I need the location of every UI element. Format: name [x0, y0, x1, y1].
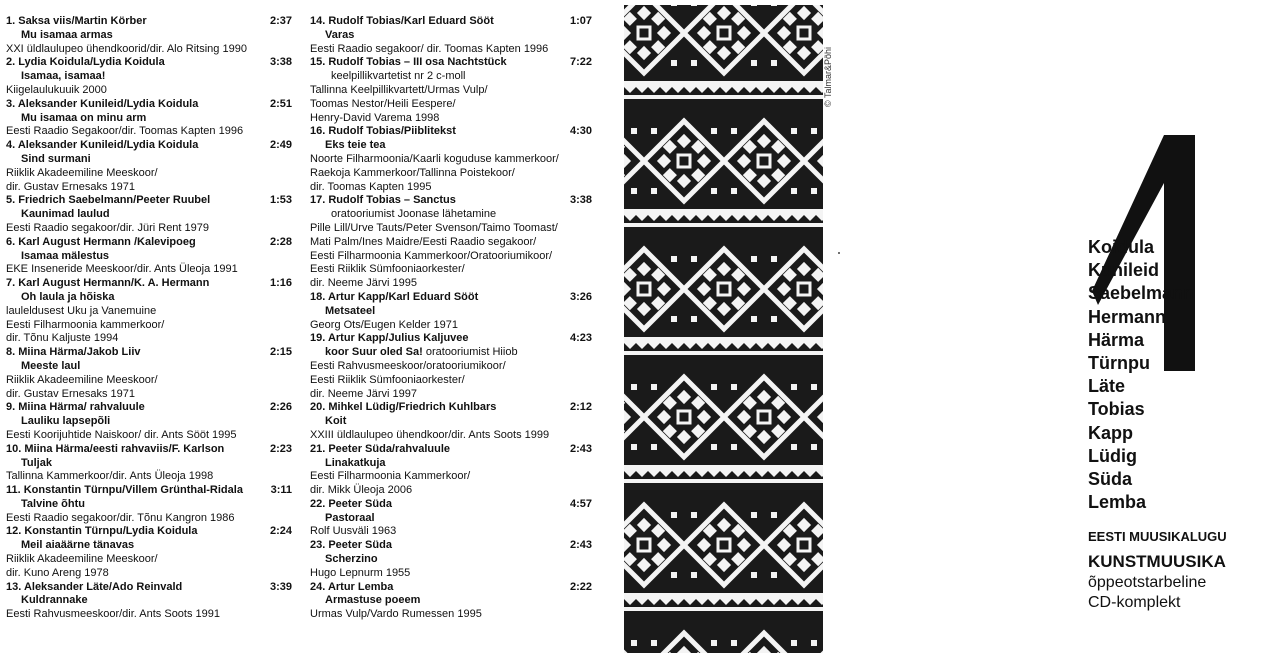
- track-subtitle-text: Talvine õhtu: [21, 497, 85, 510]
- track-title: 14. Rudolf Tobias/Karl Eduard Sööt: [310, 15, 494, 27]
- track-title: 20. Mihkel Lüdig/Friedrich Kuhlbars: [310, 401, 497, 414]
- photo-credit: [823, 40, 840, 120]
- performer-line: dir. Toomas Kapten 1995: [310, 180, 432, 193]
- track-entry: [6, 236, 292, 277]
- track-header: [310, 498, 592, 512]
- track-header: [6, 525, 292, 539]
- performer-line: dir. Mikk Üleoja 2006: [310, 484, 413, 497]
- performer-line: Eesti Rahvusmeeskoor/dir. Ants Soots 1991: [6, 608, 221, 621]
- composer-name: Türnpu: [1088, 353, 1150, 374]
- track-performers: [310, 84, 592, 125]
- track-entry: [310, 401, 592, 442]
- track-subtitle-text: Eks teie tea: [325, 139, 386, 152]
- track-duration: 3:26: [569, 290, 592, 303]
- track-performers: [310, 525, 592, 539]
- track-header: [6, 277, 292, 291]
- track-subtitle: [310, 415, 592, 429]
- tracklist-column-right: [310, 15, 592, 622]
- track-performers: [310, 360, 592, 401]
- performer-line: Eesti Riiklik Sümfooniaorkester/: [310, 263, 465, 276]
- track-entry: [310, 443, 592, 498]
- performer-line: dir. Neeme Järvi 1995: [310, 277, 417, 290]
- track-title: 16. Rudolf Tobias/Piiblitekst: [310, 125, 456, 138]
- track-title: 13. Aleksander Läte/Ado Reinvald: [6, 580, 183, 593]
- track-performers: [6, 84, 292, 98]
- performer-line: Eesti Rahvusmeeskoor/oratooriumikoor/: [310, 359, 506, 372]
- track-subtitle: [6, 250, 292, 264]
- track-entry: [6, 346, 292, 401]
- track-duration: 2:23: [269, 442, 292, 455]
- track-subtitle-text: Isamaa mälestus: [21, 249, 110, 262]
- performer-line: dir. Kuno Areng 1978: [6, 566, 109, 579]
- track-entry: [310, 125, 592, 194]
- track-performers: [6, 125, 292, 139]
- track-subtitle: [310, 70, 592, 84]
- track-title: 9. Miina Härma/ rahvaluule: [6, 401, 145, 414]
- track-performers: [310, 608, 592, 622]
- performer-line: Eesti Filharmoonia Kammerkoor/: [310, 470, 471, 483]
- performer-line: dir. Gustav Ernesaks 1971: [6, 387, 136, 400]
- composer-name: Läte: [1088, 376, 1126, 397]
- track-duration: 3:38: [569, 194, 592, 207]
- performer-line: Georg Ots/Eugen Kelder 1971: [310, 318, 458, 331]
- track-subtitle-text: Kaunimad laulud: [21, 208, 110, 221]
- track-entry: [310, 539, 592, 580]
- track-subtitle: [310, 139, 592, 153]
- track-subtitle-text: Meeste laul: [21, 359, 81, 372]
- track-header: [6, 15, 292, 29]
- series-line-cd-set: CD-komplekt: [1088, 594, 1181, 611]
- performer-line: Eesti Riiklik Sümfooniaorkester/: [310, 373, 465, 386]
- track-title: 5. Friedrich Saebelmann/Peeter Ruubel: [6, 194, 211, 207]
- track-duration: 4:57: [569, 497, 592, 510]
- track-title: 19. Artur Kapp/Julius Kaljuvee: [310, 332, 469, 345]
- track-performers: [6, 222, 292, 236]
- track-subtitle-text: Linakatkuja: [325, 456, 386, 469]
- track-performers: [310, 153, 592, 194]
- track-title: 7. Karl August Hermann/K. A. Hermann: [6, 277, 210, 290]
- track-subtitle: [6, 153, 292, 167]
- track-header: [6, 401, 292, 415]
- track-entry: [310, 332, 592, 401]
- track-header: [310, 401, 592, 415]
- track-duration: 2:37: [269, 15, 292, 27]
- performer-line: Urmas Vulp/Vardo Rumessen 1995: [310, 608, 482, 621]
- track-performers: [310, 43, 592, 57]
- track-title: 10. Miina Härma/eesti rahvaviis/F. Karlson: [6, 442, 225, 455]
- track-entry: [310, 291, 592, 332]
- track-performers: [6, 512, 292, 526]
- track-entry: [6, 581, 292, 622]
- track-header: [310, 56, 592, 70]
- track-title: 23. Peeter Süda: [310, 539, 392, 552]
- track-entry: [6, 443, 292, 484]
- track-header: [6, 139, 292, 153]
- track-header: [310, 291, 592, 305]
- track-subtitle-text: oratooriumist Joonase lähetamine: [331, 208, 497, 221]
- composer-name: Tobias: [1088, 399, 1145, 420]
- track-duration: 2:24: [269, 525, 292, 538]
- track-header: [6, 56, 292, 70]
- performer-line: Noorte Filharmoonia/Kaarli koguduse kammerkoor/: [310, 152, 559, 165]
- track-performers: [6, 470, 292, 484]
- track-entry: [6, 194, 292, 235]
- track-entry: [310, 581, 592, 622]
- track-title: 17. Rudolf Tobias – Sanctus: [310, 194, 456, 207]
- track-title: 8. Miina Härma/Jakob Liiv: [6, 346, 141, 359]
- performer-line: Eesti Raadio Segakoor/dir. Toomas Kapten 1996: [6, 125, 244, 138]
- track-subtitle: [6, 70, 292, 84]
- performer-line: Raekoja Kammerkoor/Tallinna Poistekoor/: [310, 166, 515, 179]
- performer-line: Eesti Filharmoonia Kammerkoor/Oratooriumikoor/: [310, 249, 553, 262]
- track-subtitle-text: Pastoraal: [325, 511, 375, 524]
- track-duration: 4:30: [569, 125, 592, 138]
- track-performers: [310, 429, 592, 443]
- track-subtitle: [6, 415, 292, 429]
- performer-line: lauleldusest Uku ja Vanemuine: [6, 304, 157, 317]
- track-title: 18. Artur Kapp/Karl Eduard Sööt: [310, 290, 479, 303]
- composer-name: Kunileid: [1088, 260, 1159, 281]
- track-performers: [6, 263, 292, 277]
- track-duration: 3:38: [269, 56, 292, 69]
- track-title: 12. Konstantin Türnpu/Lydia Koidula: [6, 525, 198, 538]
- track-performers: [310, 319, 592, 333]
- track-subtitle: [310, 594, 592, 608]
- composer-name: Hermann: [1088, 306, 1167, 327]
- performer-line: XXI üldlaulupeo ühendkoorid/dir. Alo Ritsing 1990: [6, 42, 247, 55]
- composer-name: Süda: [1088, 469, 1133, 490]
- track-performers: [6, 43, 292, 57]
- track-header: [6, 443, 292, 457]
- track-header: [6, 194, 292, 208]
- track-duration: 2:49: [269, 139, 292, 152]
- track-header: [6, 581, 292, 595]
- track-duration: 2:26: [269, 401, 292, 414]
- track-subtitle: [6, 112, 292, 126]
- track-subtitle-text: Sind surmani: [21, 152, 91, 165]
- performer-line: Riiklik Akadeemiline Meeskoor/: [6, 166, 158, 179]
- track-subtitle: [6, 360, 292, 374]
- composer-name: Saebelmann: [1088, 283, 1195, 304]
- track-title: 15. Rudolf Tobias – III osa Nachtstück: [310, 56, 507, 69]
- performer-line: dir. Tõnu Kaljuste 1994: [6, 332, 119, 345]
- track-subtitle: [310, 208, 592, 222]
- track-title: 1. Saksa viis/Martin Körber: [6, 15, 147, 27]
- track-entry: [6, 484, 292, 525]
- series-line-educational: õppeotstarbeline: [1088, 574, 1207, 591]
- track-duration: 1:07: [569, 15, 592, 27]
- track-subtitle-text: Meil aiaäärne tänavas: [21, 539, 135, 552]
- track-duration: 1:16: [269, 277, 292, 290]
- composer-name: Kapp: [1088, 422, 1133, 443]
- track-header: [310, 194, 592, 208]
- series-line-art-music: KUNSTMUUSIKA: [1088, 552, 1226, 571]
- track-subtitle: [310, 553, 592, 567]
- performer-line: Eesti Raadio segakoor/ dir. Toomas Kapten 1996: [310, 42, 549, 55]
- track-duration: 2:43: [569, 539, 592, 552]
- track-header: [6, 484, 292, 498]
- performer-line: dir. Neeme Järvi 1997: [310, 387, 417, 400]
- track-entry: [6, 525, 292, 580]
- speck: [838, 252, 840, 254]
- track-subtitle: [6, 29, 292, 43]
- composer-name: Lemba: [1088, 492, 1147, 513]
- knit-pattern-image: [624, 5, 823, 653]
- track-header: [310, 332, 592, 346]
- track-duration: 3:11: [270, 484, 292, 497]
- track-duration: 3:39: [269, 580, 292, 593]
- track-entry: [6, 15, 292, 56]
- track-header: [310, 125, 592, 139]
- track-subtitle: [310, 29, 592, 43]
- track-subtitle: [6, 291, 292, 305]
- track-duration: 7:22: [569, 56, 592, 69]
- performer-line: Pille Lill/Urve Tauts/Peter Svenson/Taimo Toomast/: [310, 221, 558, 234]
- track-header: [310, 443, 592, 457]
- performer-line: Kiigelaulukuuik 2000: [6, 83, 107, 96]
- track-subtitle-text: Koit: [325, 415, 347, 428]
- track-subtitle: [6, 539, 292, 553]
- track-subtitle-text: Mu isamaa armas: [21, 28, 113, 41]
- track-entry: [310, 498, 592, 539]
- performer-line: Eesti Filharmoonia kammerkoor/: [6, 318, 165, 331]
- track-duration: 2:15: [269, 346, 292, 359]
- performer-line: Henry-David Varema 1998: [310, 111, 440, 124]
- track-subtitle-text: Metsateel: [325, 304, 376, 317]
- track-subtitle-text: Isamaa, isamaa!: [21, 70, 106, 83]
- track-entry: [6, 401, 292, 442]
- performer-line: Riiklik Akadeemiline Meeskoor/: [6, 373, 158, 386]
- performer-line: XXIII üldlaulupeo ühendkoor/dir. Ants Soots 1999: [310, 428, 550, 441]
- track-subtitle-text: koor Suur oled Sa!: [325, 346, 423, 359]
- track-subtitle-text: Armastuse poeem: [325, 594, 421, 607]
- track-header: [6, 98, 292, 112]
- track-title: 11. Konstantin Türnpu/Villem Grünthal-Ridala: [6, 484, 243, 497]
- track-subtitle: [6, 498, 292, 512]
- performer-line: Tallinna Keelpillikvartett/Urmas Vulp/: [310, 83, 488, 96]
- track-entry: [310, 194, 592, 291]
- track-duration: 2:28: [269, 235, 292, 248]
- track-subtitle-text: Lauliku lapsepõli: [21, 415, 111, 428]
- track-subtitle-text: Varas: [325, 28, 355, 41]
- track-header: [6, 346, 292, 360]
- performer-line: Tallinna Kammerkoor/dir. Ants Üleoja 1998: [6, 470, 214, 483]
- track-entry: [310, 15, 592, 56]
- track-title: 21. Peeter Süda/rahvaluule: [310, 442, 451, 455]
- track-header: [310, 539, 592, 553]
- track-subtitle-text: Scherzino: [325, 553, 378, 566]
- tracklist-column-left: [6, 15, 292, 622]
- track-duration: 2:22: [569, 580, 592, 593]
- composer-list: [1088, 236, 1194, 514]
- track-header: [6, 236, 292, 250]
- track-subtitle-text: Mu isamaa on minu arm: [21, 111, 147, 124]
- track-subtitle: [310, 346, 592, 360]
- composer-name: Lüdig: [1088, 445, 1137, 466]
- track-title: 6. Karl August Hermann /Kalevipoeg: [6, 235, 196, 248]
- track-duration: 2:43: [569, 442, 592, 455]
- track-title: 4. Aleksander Kunileid/Lydia Koidula: [6, 139, 199, 152]
- track-performers: [6, 167, 292, 195]
- track-performers: [6, 429, 292, 443]
- track-duration: 2:12: [569, 401, 592, 414]
- track-subtitle: [6, 457, 292, 471]
- track-performers: [6, 374, 292, 402]
- performer-line: dir. Gustav Ernesaks 1971: [6, 180, 136, 193]
- track-subtitle-text: Kuldrannake: [21, 594, 88, 607]
- track-entry: [310, 56, 592, 125]
- track-header: [310, 15, 592, 29]
- performer-line: Eesti Raadio segakoor/dir. Tõnu Kangron 1986: [6, 511, 235, 524]
- composer-name: Koidula: [1088, 237, 1154, 257]
- track-title: 22. Peeter Süda: [310, 497, 392, 510]
- performer-line: EKE Inseneride Meeskoor/dir. Ants Üleoja 1991: [6, 263, 238, 276]
- track-title: 3. Aleksander Kunileid/Lydia Koidula: [6, 97, 199, 110]
- series-line-estonian-music-history: EESTI MUUSIKALUGU: [1088, 529, 1227, 544]
- track-subtitle-extra: oratooriumist Hiiob: [425, 346, 518, 359]
- performer-line: Rolf Uusväli 1963: [310, 525, 397, 538]
- track-subtitle: [310, 512, 592, 526]
- track-duration: 4:23: [569, 332, 592, 345]
- track-subtitle: [6, 208, 292, 222]
- performer-line: Mati Palm/Ines Maidre/Eesti Raadio segakoor/: [310, 235, 537, 248]
- track-entry: [6, 277, 292, 346]
- track-subtitle-text: Tuljak: [21, 456, 52, 469]
- track-performers: [310, 470, 592, 498]
- track-performers: [6, 608, 292, 622]
- track-performers: [6, 553, 292, 581]
- photo-credit-text: © Talmar&Põhi: [823, 47, 833, 107]
- track-performers: [310, 222, 592, 291]
- track-duration: 1:53: [269, 194, 292, 207]
- track-title: 2. Lydia Koidula/Lydia Koidula: [6, 56, 165, 69]
- composer-name: Härma: [1088, 329, 1145, 350]
- track-subtitle-text: Oh laula ja hõiska: [21, 290, 115, 303]
- track-subtitle-text: keelpillikvartetist nr 2 c-moll: [331, 70, 466, 83]
- track-title: 24. Artur Lemba: [310, 580, 394, 593]
- track-performers: [6, 305, 292, 346]
- performer-line: Eesti Koorijuhtide Naiskoor/ dir. Ants Sööt 1995: [6, 428, 237, 441]
- track-subtitle: [310, 457, 592, 471]
- performer-line: Eesti Raadio segakoor/dir. Jüri Rent 1979: [6, 221, 210, 234]
- track-duration: 2:51: [269, 97, 292, 110]
- performer-line: Riiklik Akadeemiline Meeskoor/: [6, 553, 158, 566]
- performer-line: Toomas Nestor/Heili Eespere/: [310, 97, 456, 110]
- track-subtitle: [310, 305, 592, 319]
- track-header: [310, 581, 592, 595]
- track-entry: [6, 56, 292, 97]
- performer-line: Hugo Lepnurm 1955: [310, 566, 411, 579]
- track-subtitle: [6, 594, 292, 608]
- track-entry: [6, 139, 292, 194]
- track-performers: [310, 567, 592, 581]
- track-entry: [6, 98, 292, 139]
- series-title: [1088, 528, 1227, 613]
